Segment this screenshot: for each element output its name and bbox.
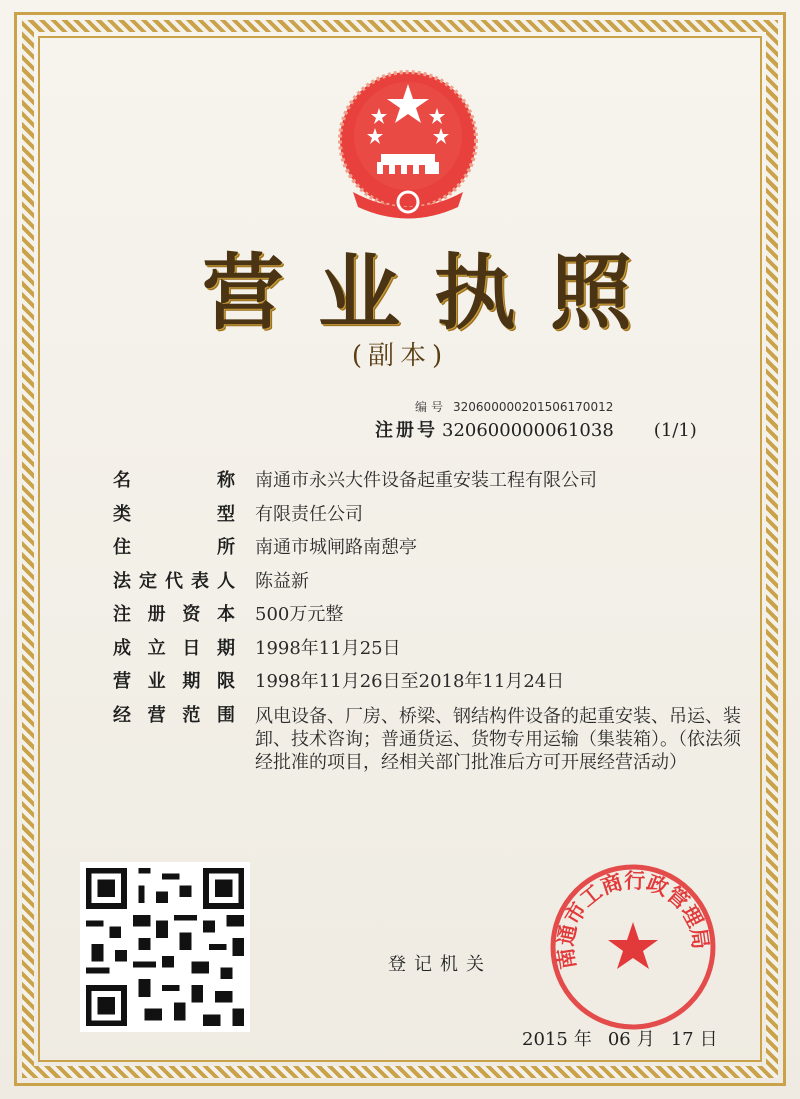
document-title: 营业执照 <box>201 245 666 341</box>
field-label: 成 立 日 期 <box>113 637 235 659</box>
field-label: 类 型 <box>113 503 235 525</box>
field-value: 1998年11月25日 <box>255 637 401 659</box>
seal-text: 南通市工商行政管理局 <box>553 868 713 971</box>
date-day-unit: 日 <box>699 1029 718 1050</box>
national-emblem-icon <box>333 62 483 220</box>
field-row-legal-rep <box>113 567 753 601</box>
field-value: 南通市永兴大件设备起重安装工程有限公司 <box>255 470 597 491</box>
field-row-type <box>113 500 753 534</box>
field-row-established <box>113 634 753 668</box>
field-label: 经 营 范 围 <box>113 704 235 726</box>
field-label: 名 称 <box>113 470 235 491</box>
date-month-unit: 月 <box>636 1029 655 1050</box>
field-value: 1998年11月26日至2018年11月24日 <box>255 671 565 692</box>
field-value: 陈益新 <box>255 570 309 592</box>
field-label: 营 业 期 限 <box>113 671 235 692</box>
field-value: 风电设备、厂房、桥梁、钢结构件设备的起重安装、吊运、装卸、技术咨询；普通货运、货物专用运输（集装箱）。（依法须经批准的项目，经相关部门批准后方可开展经营活动） <box>255 705 741 773</box>
license-fields <box>113 466 753 774</box>
field-label: 注 册 资 本 <box>113 604 235 625</box>
date-year: 2015 <box>522 1029 568 1050</box>
official-seal-icon <box>548 862 718 1032</box>
document-subtitle: (副本) <box>351 341 449 371</box>
serial-value: 320600000201506170012 <box>453 400 614 414</box>
serial-label: 编号 <box>415 400 448 414</box>
registration-value: 320600000061038 <box>442 420 614 441</box>
registration-label: 注册号 <box>375 420 438 441</box>
registration-number <box>375 416 697 442</box>
field-value: 500万元整 <box>255 604 344 625</box>
serial-number <box>415 398 613 415</box>
field-row-term <box>113 667 753 701</box>
date-day: 17 <box>670 1029 694 1050</box>
field-value: 南通市城闸路南憩亭 <box>255 537 417 558</box>
issue-date <box>522 1025 734 1051</box>
date-month: 06 <box>607 1029 631 1050</box>
field-label: 法 定 代 表 人 <box>113 570 235 592</box>
registration-authority: 登记机关 <box>388 954 492 975</box>
qr-code-icon <box>80 862 250 1032</box>
field-row-address <box>113 533 753 567</box>
date-year-unit: 年 <box>573 1029 592 1050</box>
field-label: 住 所 <box>113 537 235 558</box>
field-row-capital <box>113 600 753 634</box>
page-indicator: (1/1) <box>653 420 697 441</box>
field-value: 有限责任公司 <box>255 503 363 525</box>
field-row-scope <box>113 701 753 774</box>
field-row-name <box>113 466 753 500</box>
